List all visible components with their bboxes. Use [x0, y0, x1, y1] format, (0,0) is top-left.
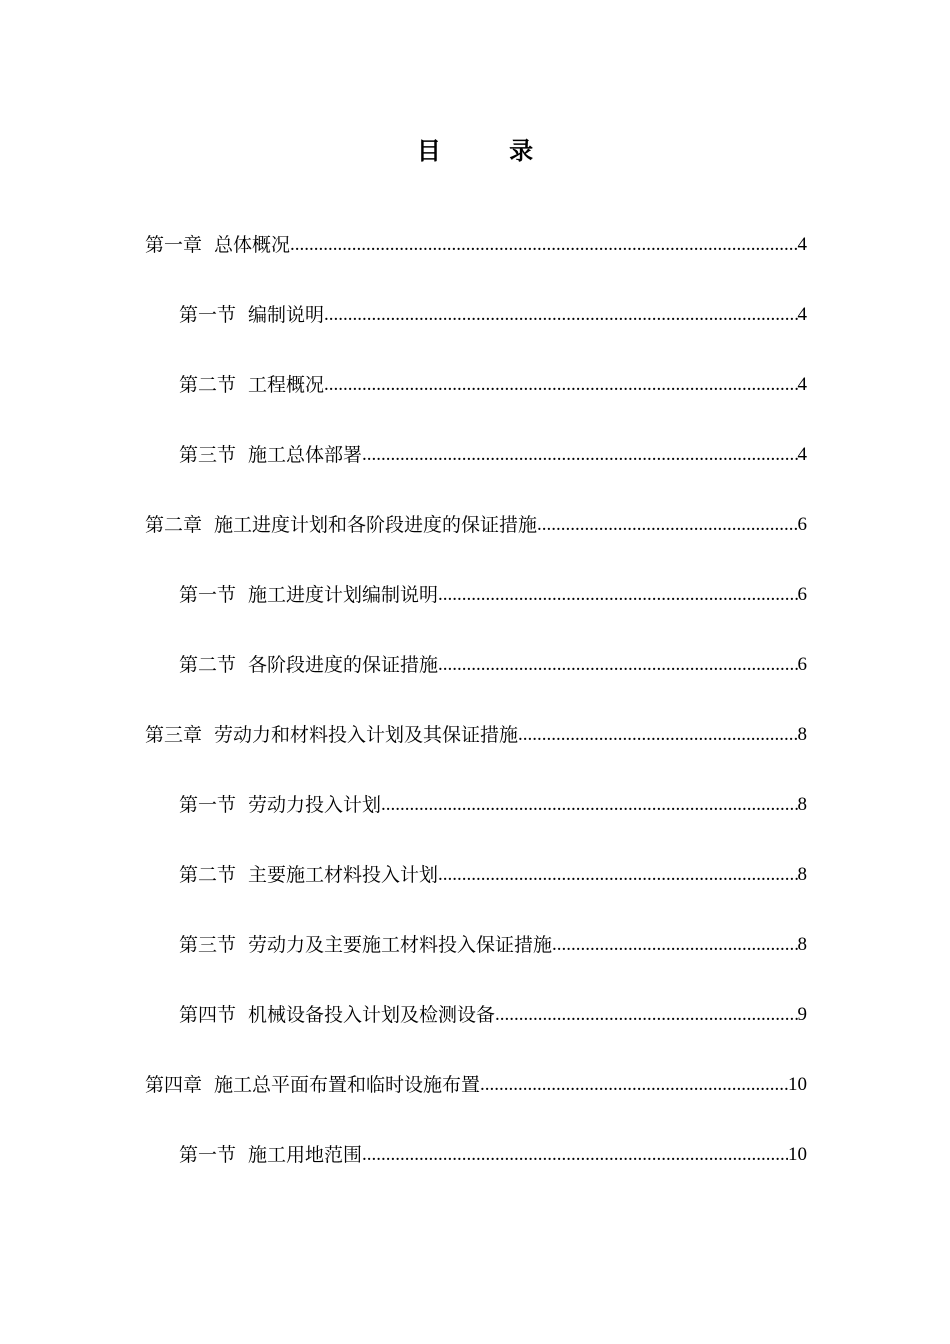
- toc-page-number: 9: [797, 1004, 807, 1025]
- toc-entry-text: 编制说明: [248, 304, 325, 326]
- toc-page-number: 10: [788, 1074, 807, 1095]
- toc-entry-label: [179, 368, 324, 402]
- toc-dot-leader: [537, 508, 797, 542]
- toc-dot-leader: [362, 438, 797, 472]
- toc-entry-number: 第二节: [179, 864, 237, 886]
- toc-entry-number: 第二节: [179, 654, 237, 676]
- toc-entry-chapter[interactable]: [0, 508, 950, 578]
- toc-page-number: 4: [797, 444, 807, 465]
- toc-dot-leader: [290, 228, 797, 262]
- toc-page-number: 6: [797, 584, 807, 605]
- toc-entry-label: [145, 1068, 480, 1102]
- toc-entry-section[interactable]: [0, 578, 950, 648]
- toc-entry-label: [179, 998, 495, 1032]
- toc-entry-text: 施工用地范围: [248, 1144, 363, 1166]
- toc-page-number: 8: [797, 934, 807, 955]
- toc-entry-label: [179, 928, 552, 962]
- toc-entry-text: 机械设备投入计划及检测设备: [248, 1004, 496, 1026]
- toc-entry-section[interactable]: [0, 858, 950, 928]
- toc-entry-number: 第一章: [145, 234, 203, 256]
- toc-entry-text: 施工总体部署: [248, 444, 363, 466]
- toc-entry-section[interactable]: [0, 1138, 950, 1208]
- toc-list: [0, 228, 950, 1208]
- toc-entry-number: 第二节: [179, 374, 237, 396]
- toc-entry-label: [179, 648, 438, 682]
- toc-dot-leader: [324, 368, 797, 402]
- toc-dot-leader: [324, 298, 797, 332]
- toc-entry-text: 施工总平面布置和临时设施布置: [214, 1074, 481, 1096]
- toc-entry-text: 总体概况: [214, 234, 291, 256]
- toc-entry-number: 第一节: [179, 1144, 237, 1166]
- toc-entry-label: [179, 298, 324, 332]
- toc-page-number: 6: [797, 654, 807, 675]
- toc-dot-leader: [381, 788, 797, 822]
- toc-entry-section[interactable]: [0, 928, 950, 998]
- toc-entry-text: 劳动力及主要施工材料投入保证措施: [248, 934, 553, 956]
- toc-entry-section[interactable]: [0, 648, 950, 718]
- toc-entry-label: [179, 578, 438, 612]
- toc-entry-text: 施工进度计划和各阶段进度的保证措施: [214, 514, 538, 536]
- toc-entry-label: [179, 788, 381, 822]
- toc-page-number: 4: [797, 374, 807, 395]
- toc-entry-number: 第一节: [179, 304, 237, 326]
- toc-page-number: 8: [797, 724, 807, 745]
- toc-entry-section[interactable]: [0, 438, 950, 508]
- toc-page-number: 10: [788, 1144, 807, 1165]
- toc-entry-number: 第三节: [179, 444, 237, 466]
- toc-page-number: 8: [797, 794, 807, 815]
- toc-entry-number: 第一节: [179, 584, 237, 606]
- toc-entry-text: 劳动力投入计划: [248, 794, 382, 816]
- toc-entry-label: [145, 718, 518, 752]
- toc-dot-leader: [362, 1138, 788, 1172]
- toc-entry-text: 劳动力和材料投入计划及其保证措施: [214, 724, 519, 746]
- toc-entry-label: [179, 858, 438, 892]
- toc-dot-leader: [438, 648, 797, 682]
- toc-entry-number: 第四章: [145, 1074, 203, 1096]
- toc-entry-section[interactable]: [0, 368, 950, 438]
- toc-entry-chapter[interactable]: [0, 1068, 950, 1138]
- toc-entry-chapter[interactable]: [0, 718, 950, 788]
- toc-entry-text: 工程概况: [248, 374, 325, 396]
- toc-dot-leader: [518, 718, 797, 752]
- toc-page-number: 8: [797, 864, 807, 885]
- toc-entry-number: 第一节: [179, 794, 237, 816]
- toc-entry-number: 第四节: [179, 1004, 237, 1026]
- toc-dot-leader: [438, 578, 797, 612]
- toc-entry-text: 施工进度计划编制说明: [248, 584, 439, 606]
- toc-entry-number: 第三章: [145, 724, 203, 746]
- toc-page-number: 4: [797, 234, 807, 255]
- toc-dot-leader: [495, 998, 797, 1032]
- toc-title: 目 录: [416, 136, 564, 165]
- toc-entry-text: 主要施工材料投入计划: [248, 864, 439, 886]
- toc-entry-section[interactable]: [0, 788, 950, 858]
- toc-entry-section[interactable]: [0, 998, 950, 1068]
- toc-entry-number: 第二章: [145, 514, 203, 536]
- toc-entry-text: 各阶段进度的保证措施: [248, 654, 439, 676]
- toc-entry-label: [145, 508, 537, 542]
- toc-entry-section[interactable]: [0, 298, 950, 368]
- toc-dot-leader: [552, 928, 797, 962]
- toc-dot-leader: [480, 1068, 788, 1102]
- toc-entry-label: [179, 1138, 362, 1172]
- toc-entry-label: [145, 228, 290, 262]
- toc-entry-number: 第三节: [179, 934, 237, 956]
- toc-entry-chapter[interactable]: [0, 228, 950, 298]
- toc-page-number: 4: [797, 304, 807, 325]
- toc-page-number: 6: [797, 514, 807, 535]
- toc-entry-label: [179, 438, 362, 472]
- toc-dot-leader: [438, 858, 797, 892]
